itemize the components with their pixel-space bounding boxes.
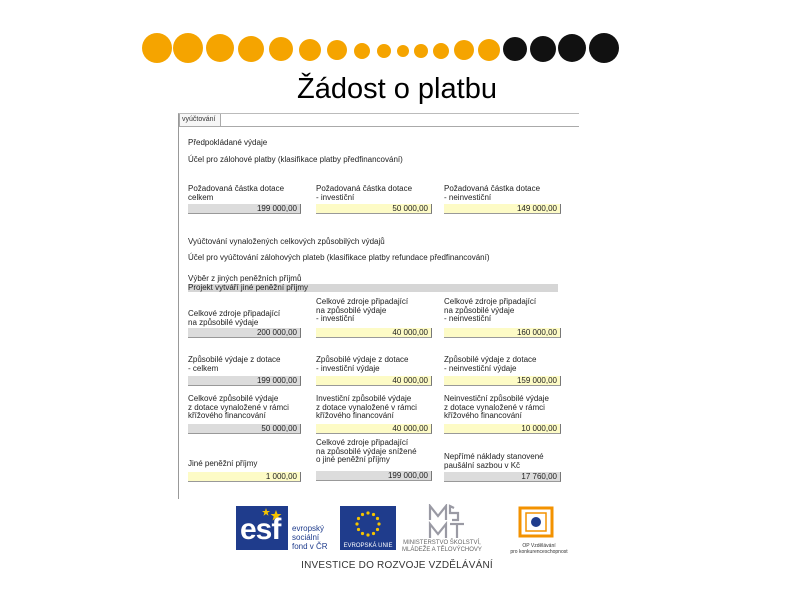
field-label: Celkové zdroje připadající na způsobilé výdaje	[188, 309, 281, 327]
field-label: Požadovaná částka dotace - investiční	[316, 184, 413, 202]
jine-prijmy-line: Výběr z jiných peněžních příjmů	[188, 274, 302, 283]
field-label: Požadovaná částka dotace celkem	[188, 184, 285, 202]
eu-star	[361, 513, 364, 516]
op-vk-caption: OP Vzdělávání pro konkurenceschopnost	[510, 543, 568, 555]
payment-form-screenshot	[178, 113, 579, 499]
eu-flag-icon	[340, 506, 396, 542]
decorative-dot	[142, 33, 172, 63]
eu-star	[372, 532, 375, 535]
decorative-dot	[299, 39, 321, 61]
decorative-dot	[454, 40, 474, 60]
pozadovana-castka-investicni-input[interactable]: 50 000,00	[316, 204, 432, 214]
esf-caption: evropský sociální fond v ČR	[292, 524, 328, 551]
krizove-financovani-neinvesticni-input[interactable]: 10 000,00	[444, 424, 561, 434]
op-vk-logo-icon	[516, 504, 558, 540]
field-label: Celkové způsobilé výdaje z dotace vynaložené v rámci křížového financování	[188, 394, 289, 420]
decorative-dot	[589, 33, 619, 63]
celkove-zdroje-neinvesticni-input[interactable]: 160 000,00	[444, 328, 561, 338]
field-label: Celkové zdroje připadající na způsobilé výdaje - neinvestiční	[444, 297, 537, 323]
decorative-dot	[503, 37, 527, 61]
vyuctovani-line: Vyúčtování vynaložených celkových způsobilých výdajů	[188, 237, 385, 246]
decorative-dot	[478, 39, 500, 61]
slide-title: Žádost o platbu	[297, 73, 497, 105]
field-label: Způsobilé výdaje z dotace - celkem	[188, 355, 281, 373]
field-label: Celkové zdroje připadající na způsobilé výdaje - investiční	[316, 297, 409, 323]
field-label: Jiné peněžní příjmy	[188, 459, 258, 468]
decorative-dot	[173, 33, 203, 63]
eu-star	[376, 517, 379, 520]
zpusobile-vydaje-investicni-input[interactable]: 40 000,00	[316, 376, 432, 386]
krizove-financovani-celkem-field: 50 000,00	[188, 424, 301, 434]
zalohove-platby-line: Účel pro zálohové platby (klasifikace platby předfinancování)	[188, 155, 403, 164]
decorative-dot	[354, 43, 370, 59]
msmt-logo-icon	[428, 504, 478, 540]
esf-wordmark: esf	[240, 513, 281, 546]
decorative-dot	[269, 37, 293, 61]
decorative-dot	[206, 34, 234, 62]
eu-star	[361, 532, 364, 535]
field-label: Neinvestiční způsobilé výdaje z dotace vynaložené v rámci křížového financování	[444, 394, 549, 420]
field-label: Nepřímé náklady stanovené paušální sazbou v Kč	[444, 452, 544, 470]
field-label: Způsobilé výdaje z dotace - neinvestiční výdaje	[444, 355, 537, 373]
eu-star	[377, 522, 380, 525]
decorative-dot	[433, 43, 449, 59]
pozadovana-castka-neinvesticni-input[interactable]: 149 000,00	[444, 204, 561, 214]
investice-slogan: INVESTICE DO ROZVOJE VZDĚLÁVÁNÍ	[301, 560, 493, 571]
krizove-financovani-investicni-input[interactable]: 40 000,00	[316, 424, 432, 434]
tab-divider	[219, 126, 579, 127]
tab-vyuctovani[interactable]: vyúčtování	[179, 114, 221, 127]
zpusobile-vydaje-celkem-field: 199 000,00	[188, 376, 301, 386]
decorative-dot	[327, 40, 347, 60]
field-label: Celkové zdroje připadající na způsobilé výdaje snížené o jiné peněžní příjmy	[316, 438, 417, 464]
pozadovana-castka-celkem-field: 199 000,00	[188, 204, 301, 214]
decorative-dot	[238, 36, 264, 62]
field-label: Investiční způsobilé výdaje z dotace vynaložené v rámci křížového financování	[316, 394, 417, 420]
ucel-vyuctovani-line: Účel pro vyúčtování zálohových plateb (klasifikace platby refundace předfinancování)	[188, 253, 490, 262]
eu-star	[357, 528, 360, 531]
decorative-dot	[414, 44, 428, 58]
eu-label: EVROPSKÁ UNIE	[340, 542, 396, 550]
section-heading: Předpokládané výdaje	[188, 138, 268, 147]
eu-star	[372, 513, 375, 516]
neprime-naklady-field: 17 760,00	[444, 472, 561, 482]
eu-star	[366, 511, 369, 514]
eu-star	[366, 533, 369, 536]
eu-star	[376, 528, 379, 531]
zdroje-snizene-field: 199 000,00	[316, 471, 432, 481]
celkove-zdroje-field: 200 000,00	[188, 328, 301, 338]
jine-penezni-prijmy-input[interactable]: 1 000,00	[188, 472, 301, 482]
zpusobile-vydaje-neinvesticni-input[interactable]: 159 000,00	[444, 376, 561, 386]
celkove-zdroje-investicni-input[interactable]: 40 000,00	[316, 328, 432, 338]
field-label: Požadovaná částka dotace - neinvestiční	[444, 184, 541, 202]
eu-star	[355, 522, 358, 525]
eu-star	[357, 517, 360, 520]
decorative-dot	[397, 45, 409, 57]
field-label: Způsobilé výdaje z dotace - investiční výdaje	[316, 355, 409, 373]
msmt-caption: MINISTERSTVO ŠKOLSTVÍ, MLÁDEŽE A TĚLOVÝCHOVY	[402, 540, 482, 553]
decorative-dot	[530, 36, 556, 62]
eu-stars-icon	[340, 506, 396, 542]
decorative-dot	[558, 34, 586, 62]
decorative-dot	[377, 44, 391, 58]
projekt-prijmy-line[interactable]: Projekt vytváří jiné peněžní příjmy	[188, 283, 309, 292]
